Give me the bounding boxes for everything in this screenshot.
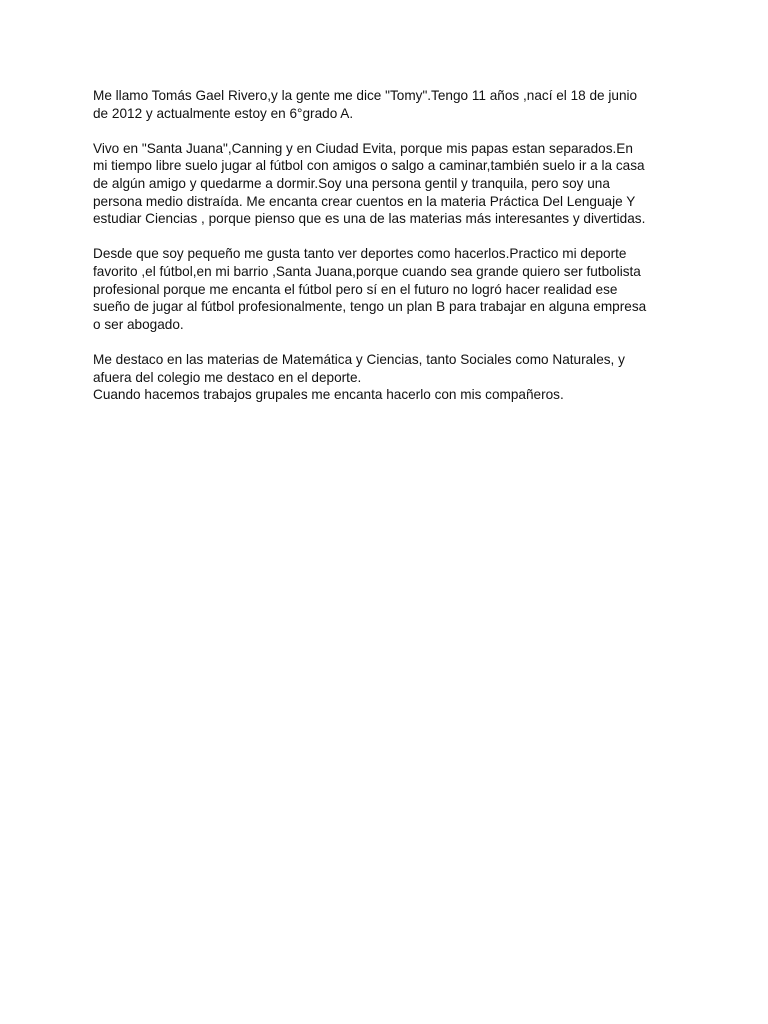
text-line: afuera del colegio me destaco en el deporte. xyxy=(93,369,362,385)
text-line: Cuando hacemos trabajos grupales me encanta hacerlo con mis compañeros. xyxy=(93,387,564,403)
text-line: o ser abogado. xyxy=(93,316,184,332)
paragraph-intro xyxy=(93,87,693,122)
text-line: Vivo en "Santa Juana",Canning y en Ciudad Evita, porque mis papas estan separados.En xyxy=(93,140,633,156)
text-line: estudiar Ciencias , porque pienso que es una de las materias más interesantes y divertidas. xyxy=(93,211,646,227)
text-line: Me llamo Tomás Gael Rivero,y la gente me dice "Tomy".Tengo 11 años ,nací el 18 de junio xyxy=(93,88,638,103)
text-line: Desde que soy pequeño me gusta tanto ver deportes como hacerlos.Practico mi deporte xyxy=(93,246,627,262)
text-line: persona medio distraída. Me encanta crear cuentos en la materia Práctica Del Lenguaje Y xyxy=(93,193,636,209)
paragraph-home-and-hobbies xyxy=(93,140,693,228)
text-line: de algún amigo y quedarme a dormir.Soy una persona gentil y tranquila, pero soy una xyxy=(93,175,610,191)
text-line: Me destaco en las materias de Matemática y Ciencias, tanto Sociales como Naturales, y xyxy=(93,351,625,367)
text-line: profesional porque me encanta el fútbol pero sí en el futuro no logró hacer realidad ese xyxy=(93,281,618,297)
paragraph-sports xyxy=(93,245,693,333)
text-line: sueño de jugar al fútbol profesionalmente, tengo un plan B para trabajar en alguna empresa xyxy=(93,299,647,315)
paragraph-school xyxy=(93,351,693,404)
text-line: mi tiempo libre suelo jugar al fútbol con amigos o salgo a caminar,también suelo ir a la casa xyxy=(93,158,645,174)
text-line: favorito ,el fútbol,en mi barrio ,Santa Juana,porque cuando sea grande quiero ser futbolista xyxy=(93,263,641,279)
text-line: de 2012 y actualmente estoy en 6°grado A. xyxy=(93,105,354,121)
document-body xyxy=(93,87,693,421)
